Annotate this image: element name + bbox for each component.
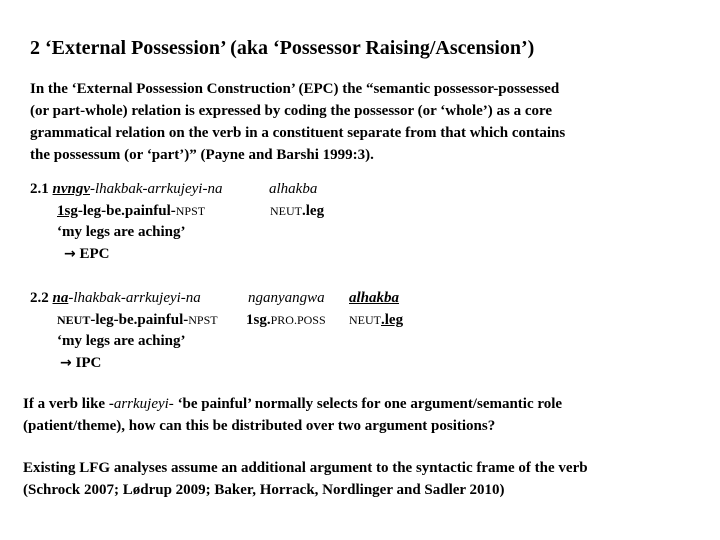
arrow-right-icon: → (60, 355, 72, 371)
example-2-gloss-root: -leg-be.painful- (90, 312, 189, 328)
intro-line-2: (or part-whole) relation is expressed by coding the possessor (or ‘whole’) as a core (30, 103, 553, 119)
intro-line-4: the possessum (or ‘part’)” (Payne and Barshi 1999:3). (30, 147, 374, 163)
question-verb: arrkujeyi- (113, 396, 174, 412)
analysis-line-1: Existing LFG analyses assume an additional argument to the syntactic frame of the verb (23, 460, 588, 476)
question-line-2: (patient/theme), how can this be distributed over two argument positions? (23, 418, 496, 434)
example-1-label: EPC (79, 246, 110, 262)
example-2-number: 2.2 (30, 290, 53, 306)
example-1-gloss-leg: .leg (302, 203, 325, 219)
example-2-label: IPC (75, 355, 102, 371)
example-2-gloss-possessor (246, 312, 326, 329)
example-2-translation: ‘my legs are aching’ (57, 333, 186, 349)
example-1-gloss-root: -leg-be.painful- (77, 203, 176, 219)
example-1-gloss-person: 1sg (57, 203, 78, 219)
example-2-noun: alhakba (349, 290, 400, 306)
example-2-possessor: nganyangwa (248, 290, 325, 306)
example-2-gloss-verb (57, 312, 218, 329)
question-line-1 (23, 396, 562, 413)
question-text-a: If a verb like - (23, 396, 114, 412)
example-1-label-line (64, 246, 109, 263)
example-2-gloss-noun (349, 312, 403, 329)
example-2-label-line (60, 355, 101, 372)
slide-title: 2 ‘External Possession’ (aka ‘Possessor Raising/Ascension’) (30, 37, 535, 59)
intro-line-1: In the ‘External Possession Construction’ (EPC) the “semantic possessor-possessed (30, 81, 560, 97)
example-2-gloss-person: 1sg. (246, 312, 271, 328)
example-2-gloss-class: NEUT (57, 313, 91, 327)
example-2-form (30, 290, 201, 307)
example-2-prefix: na (52, 290, 69, 306)
example-2-gloss-noun-class: NEUT (349, 313, 381, 327)
example-2-verb: -lhakbak-arrkujeyi-na (68, 290, 201, 306)
example-2-gloss-pronoun: PRO.POSS (270, 313, 326, 327)
example-1-number: 2.1 (30, 181, 53, 197)
example-1-prefix: nvngv (52, 181, 90, 197)
example-1-verb: -lhakbak-arrkujeyi-na (90, 181, 223, 197)
analysis-line-2: (Schrock 2007; Lødrup 2009; Baker, Horrack, Nordlinger and Sadler 2010) (23, 482, 505, 498)
arrow-right-icon: → (64, 246, 76, 262)
example-1-noun: alhakba (269, 181, 318, 197)
question-text-c: ‘be painful’ normally selects for one argument/semantic role (173, 396, 563, 412)
example-1-translation: ‘my legs are aching’ (57, 224, 186, 240)
example-1-gloss-class: NEUT (270, 204, 302, 218)
example-2-gloss-tense: NPST (188, 313, 218, 327)
example-1-form (30, 181, 222, 198)
example-2-gloss-leg: .leg (381, 312, 404, 328)
example-1-gloss-noun (270, 203, 324, 220)
example-1-gloss-tense: NPST (175, 204, 206, 218)
example-1-gloss-verb (57, 203, 205, 220)
intro-line-3: grammatical relation on the verb in a constituent separate from that which contains (30, 125, 566, 141)
